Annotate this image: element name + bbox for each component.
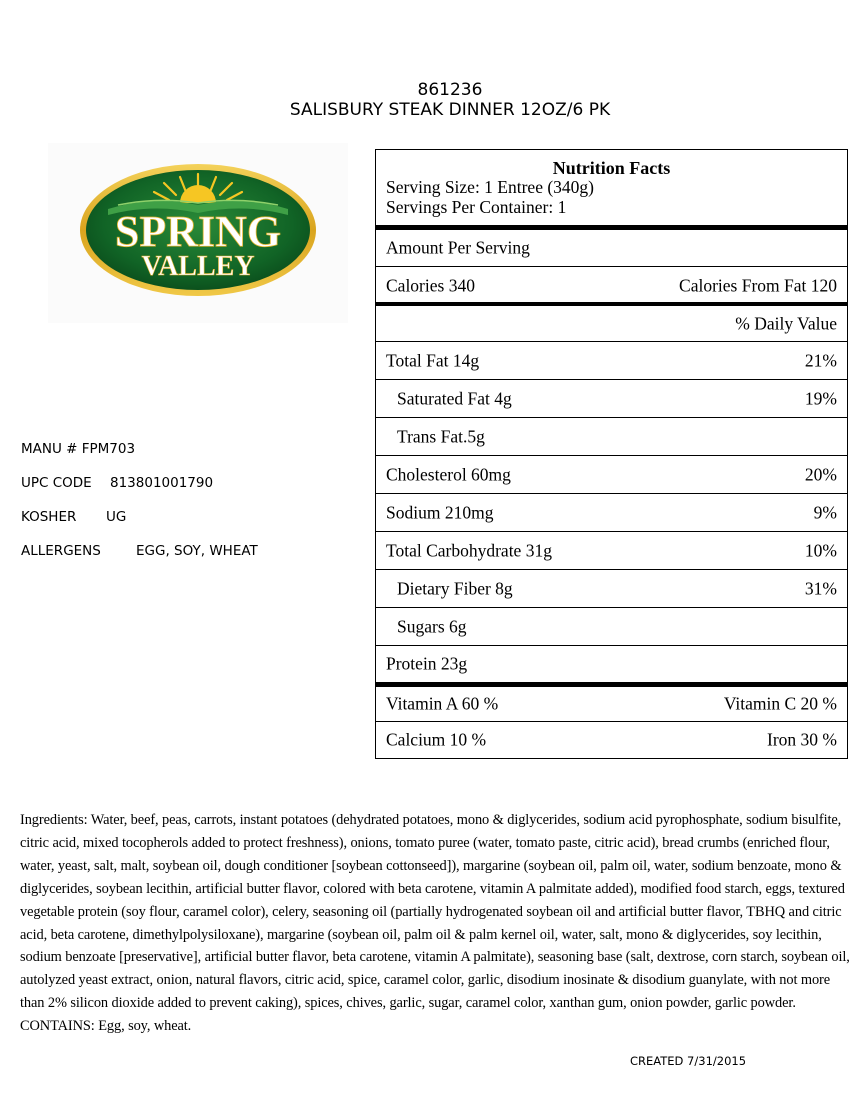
item-number: 861236 <box>417 80 483 100</box>
kosher-value: UG <box>106 509 127 525</box>
allergens-value: EGG, SOY, WHEAT <box>136 543 258 559</box>
logo-image <box>48 143 348 323</box>
iron: Iron 30 % <box>767 729 837 750</box>
vitamins-row <box>376 687 847 722</box>
upc-label: UPC CODE <box>21 475 92 491</box>
daily-value-header: % Daily Value <box>735 313 837 333</box>
nutrient-row <box>376 570 847 608</box>
logo-text-spring: SPRING <box>114 207 282 256</box>
nutrient-row <box>376 532 847 570</box>
calories-from-fat: Calories From Fat 120 <box>679 275 837 295</box>
nutrient-row <box>376 608 847 646</box>
nutrient-row <box>376 494 847 532</box>
nutrient-row <box>376 646 847 682</box>
created-date: CREATED 7/31/2015 <box>630 1054 747 1068</box>
nutrient-label: Total Fat 14g <box>386 350 480 370</box>
nutrient-label: Protein 23g <box>386 653 468 674</box>
daily-value-header-row <box>376 306 847 342</box>
nutrient-label: Total Carbohydrate 31g <box>386 540 552 560</box>
nutrient-value: 9% <box>813 502 837 522</box>
nutrient-value: 20% <box>804 464 837 484</box>
nutrition-facts-panel <box>375 149 848 759</box>
nutrient-row <box>376 380 847 418</box>
product-header <box>0 80 850 120</box>
nutrient-label: Sodium 210mg <box>386 502 494 522</box>
nutrient-label: Dietary Fiber 8g <box>397 578 513 598</box>
amount-per-serving-row <box>376 230 847 267</box>
serving-size: Serving Size: 1 Entree (340g) <box>386 177 595 197</box>
calcium: Calcium 10 % <box>386 729 487 750</box>
nutrient-row <box>376 418 847 456</box>
kosher-row <box>21 509 127 525</box>
nutrient-label: Trans Fat.5g <box>397 426 485 446</box>
nutrient-value: 10% <box>804 540 837 560</box>
nutrient-value: 19% <box>804 388 837 408</box>
ingredients-text: Ingredients: Water, beef, peas, carrots, instant potatoes (dehydrated potatoes, mono & diglycerides, sodium acid pyrophosphate, sodium bisulfite, citric acid, mixed tocopherols added to protect freshness), onions, tomato puree (water, tomato paste, citric acid), bread crumbs (enriched flour, water, yeast, salt, malt, soybean oil, dough conditioner [soybean cottonseed]), margarine (soybean oil, palm oil, water, sodium benzoate, mono & diglycerides, soybean lecithin, artificial butter flavor, colored with beta carotene, vitamin A palmitate added), modified food starch, eggs, textured vegetable protein (soy flour, caramel color), celery, seasoning oil (partially hydrogenated soybean oil and artificial butter flavor, TBHQ and citric acid, beta carotene, dimethylpolysiloxane), margarine (soybean oil, palm oil & palm kernel oil, water, salt, mono & diglycerides, soy lecithin, sodium benzoate [preservative], artificial butter flavor, beta carotene, vitamin A palmitate), seasoning base (salt, dextrose, corn starch, soybean oil, autolyzed yeast extract, onion, natural flavors, citric acid, spice, caramel color, garlic, disodium inosinate & disodium guanylate, with not more than 2% silicon dioxide added to prevent caking), spices, chives, garlic, sugar, caramel color, xanthan gum, onion powder, garlic powder. CONTAINS: Egg, soy, wheat. <box>20 812 850 1035</box>
nutrient-label: Sugars 6g <box>397 616 467 636</box>
nutrient-value: 21% <box>804 350 837 370</box>
allergens-row <box>21 543 258 559</box>
nutrient-row <box>376 342 847 380</box>
servings-per-container: Servings Per Container: 1 <box>386 197 567 217</box>
nutrient-value: 31% <box>804 578 837 598</box>
minerals-row <box>376 722 847 758</box>
kosher-label: KOSHER <box>21 509 77 525</box>
manu-number: MANU # FPM703 <box>21 441 136 457</box>
vitamin-c: Vitamin C 20 % <box>723 693 837 714</box>
upc-value: 813801001790 <box>110 475 214 491</box>
calories: Calories 340 <box>386 275 475 295</box>
nutrition-title: Nutrition Facts <box>552 158 671 178</box>
spring-valley-logo <box>48 143 348 323</box>
calories-row <box>376 267 847 304</box>
nutrient-label: Saturated Fat 4g <box>397 388 512 408</box>
nutrition-header <box>376 150 847 228</box>
allergens-label: ALLERGENS <box>21 543 101 559</box>
amount-per-serving: Amount Per Serving <box>386 237 530 258</box>
nutrient-label: Cholesterol 60mg <box>386 464 511 484</box>
vitamin-a: Vitamin A 60 % <box>386 693 499 714</box>
logo-text-valley: VALLEY <box>141 251 255 282</box>
product-name: SALISBURY STEAK DINNER 12OZ/6 PK <box>289 100 611 120</box>
upc-row <box>21 475 214 491</box>
nutrient-row <box>376 456 847 494</box>
